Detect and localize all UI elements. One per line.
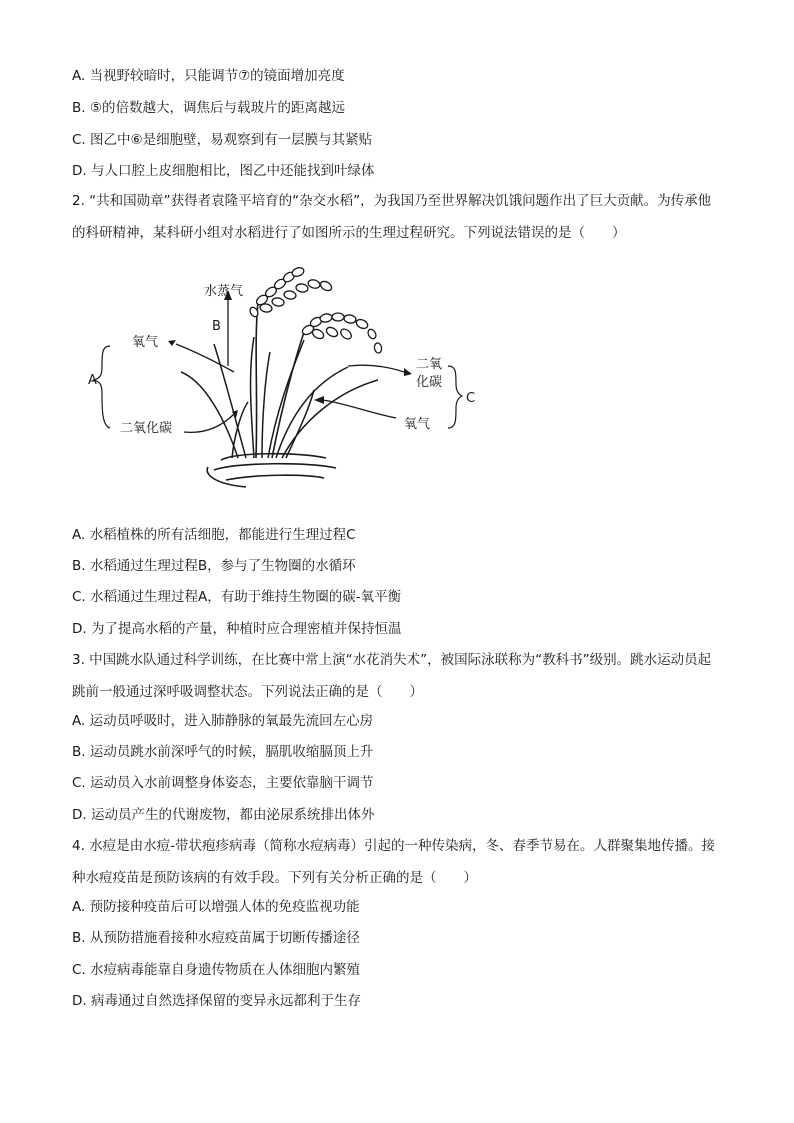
q1-option-c: C. 图乙中⑥是细胞壁，易观察到有一层膜与其紧贴 [72,132,373,148]
rice-plant-diagram [86,262,486,502]
q2-stem: 2. “共和国勋章”获得者袁隆平培育的“杂交水稻”，为我国乃至世界解决饥饿问题作出了巨大贡献。为传承他的科研精神，某科研小组对水稻进行了如图所示的生理过程研究。下列说法错误的是（ ） [72,193,712,241]
q3-option-c: C. 运动员入水前调整身体姿态，主要依靠脑干调节 [72,775,374,791]
q3-option-b: B. 运动员跳水前深呼气的时候，膈肌收缩膈顶上升 [72,744,374,760]
q2-option-a: A. 水稻植株的所有活细胞，都能进行生理过程C [72,527,356,543]
q2-option-b: B. 水稻通过生理过程B，参与了生物圈的水循环 [72,558,356,574]
q4-option-b: B. 从预防措施看接种水痘疫苗属于切断传播途径 [72,930,360,946]
q2-option-c: C. 水稻通过生理过程A，有助于维持生物圈的碳-氧平衡 [72,589,402,605]
q4-stem: 4. 水痘是由水痘-带状疱疹病毒（简称水痘病毒）引起的一种传染病，冬、春季节易在。人群聚集地传播。接种水痘疫苗是预防该病的有效手段。下列有关分析正确的是（ ） [72,838,716,886]
q4-option-a: A. 预防接种疫苗后可以增强人体的免疫监视功能 [72,899,360,915]
q4-option-d: D. 病毒通过自然选择保留的变异永远都利于生存 [72,993,361,1009]
q1-option-b: B. ⑤的倍数越大，调焦后与载玻片的距离越远 [72,100,345,116]
label-co2-right-1: 二氧 [416,357,443,372]
q4-option-c: C. 水痘病毒能靠自身遗传物质在人体细胞内繁殖 [72,962,361,978]
q3-stem: 3. 中国跳水队通过科学训练，在比赛中常上演“水花消失术”，被国际泳联称为“教科书”级别。跳水运动员起跳前一般通过深呼吸调整状态。下列说法正确的是（ ） [72,652,712,700]
label-water-vapor: 水蒸气 [204,284,244,299]
rice-grains [248,266,382,353]
label-a: A [88,373,97,388]
q3-option-d: D. 运动员产生的代谢废物，都由泌尿系统排出体外 [72,807,375,823]
q2-option-d: D. 为了提高水稻的产量，种植时应合理密植并保持恒温 [72,621,402,637]
label-co2-left: 二氧化碳 [120,421,173,436]
label-c: C [466,391,476,406]
label-oxygen-left: 氧气 [132,335,159,350]
arrow-oxygen-left [176,344,234,372]
label-co2-right-2: 化碳 [416,375,443,390]
label-b: B [212,319,221,334]
arrow-co2-right [348,365,404,372]
water-ripples [207,454,336,487]
rice-leaves [181,337,378,458]
q1-option-a: A. 当视野较暗时，只能调节⑦的镜面增加亮度 [72,68,345,84]
arrow-oxygen-right [322,400,396,418]
q3-option-a: A. 运动员呼吸时，进入肺静脉的氧最先流回左心房 [72,713,374,729]
q1-option-d: D. 与人口腔上皮细胞相比，图乙中还能找到叶绿体 [72,163,375,179]
brace-c [448,366,462,428]
label-oxygen-right: 氧气 [404,417,431,432]
